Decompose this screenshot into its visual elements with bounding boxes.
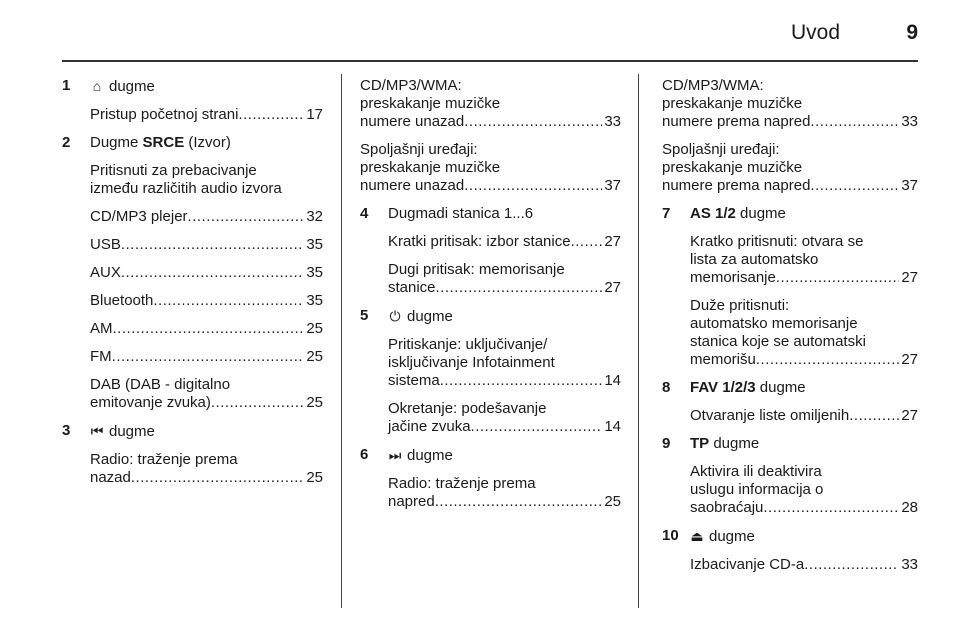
leader-dots [804,556,899,574]
toc-row [662,177,918,195]
column-3 [662,77,918,584]
leader-dots [435,493,603,511]
toc-row [90,320,323,338]
item-number: 1 [62,77,71,94]
entry [388,475,621,511]
entry [360,141,621,195]
page-ref: 33 [901,556,918,573]
item-number: 2 [62,134,71,151]
toc-row [388,493,621,511]
entry-label: numere unazad [360,177,465,194]
leader-dots [810,177,899,195]
entry [690,463,918,517]
entry-line: Radio: traženje prema [90,451,238,468]
page-ref: 33 [901,113,918,130]
item-number: 5 [360,307,369,324]
entry-label: USB [90,236,121,253]
toc-row [690,499,918,517]
page-title: Uvod [790,21,840,44]
item-title [690,527,918,546]
toc-row [662,113,918,131]
entry-line: Duže pritisnuti: [690,297,790,314]
item-title [388,446,621,465]
item-title [90,77,323,96]
page-ref: 27 [604,233,621,250]
entry-line: automatsko memorisanje [690,315,858,332]
power-icon: ⏻ [389,308,401,324]
entry [90,264,323,282]
entry-line: preskakanje muzičke [662,159,803,176]
toc-row [90,106,323,124]
page-ref: 25 [306,394,323,411]
entry-line: isključivanje Infotainment [388,354,555,371]
entry-line: Aktivira ili deaktivira [690,463,822,480]
title-suffix: dugme [109,423,155,440]
page-ref: 35 [306,292,323,309]
entry-label: emitovanje zvuka) [90,394,211,411]
entry-label: numere unazad [360,113,465,130]
legend-item [62,134,323,412]
button-name: AS 1/2 [690,205,736,222]
legend-item [62,77,323,124]
entry [90,376,323,412]
entry-line: preskakanje muzičke [360,159,501,176]
button-name: FAV 1/2/3 [690,379,756,396]
eject-icon: ⏏ [690,528,704,544]
leader-dots [113,320,305,338]
toc-row [690,407,918,425]
entry [388,233,621,251]
item-title [388,307,621,326]
column-2 [360,77,621,521]
entry-line: Spoljašnji uređaji: [360,141,478,158]
entry [90,208,323,226]
item-number: 10 [662,527,679,544]
item-number: 3 [62,422,71,439]
page-ref: 25 [306,469,323,486]
entry-label: numere prema napred [662,113,811,130]
toc-row [388,279,621,297]
toc-row [90,469,323,487]
leader-dots [436,279,603,297]
legend-item [360,446,621,511]
entry-label: sistema [388,372,440,389]
page-ref: 17 [306,106,323,123]
page-ref: 14 [604,372,621,389]
toc-row [90,394,323,412]
entry [690,297,918,369]
entry [90,292,323,310]
entry-label: memorisanje [690,269,776,286]
entry-label: Bluetooth [90,292,154,309]
button-name: SRCE [142,134,185,151]
item-title [90,422,323,441]
legend-item [662,435,918,517]
toc-row [388,233,621,251]
leader-dots [121,264,304,282]
toc-row [90,208,323,226]
entry-label: CD/MP3 plejer [90,208,188,225]
title-suffix: dugme [709,528,755,545]
item-number: 8 [662,379,671,396]
title-suffix: (Izvor) [184,134,231,151]
entry [690,556,918,574]
entry [90,162,323,198]
item-title [690,435,918,453]
toc-row [388,418,621,436]
entry-label: AM [90,320,113,337]
toc-row [388,372,621,390]
toc-row [90,264,323,282]
toc-row [90,236,323,254]
entry-line: DAB (DAB - digitalno [90,376,231,393]
leader-dots [571,233,603,251]
page-ref: 27 [901,407,918,424]
entry-line: između različitih audio izvora [90,180,282,197]
item-title [690,379,918,397]
page-ref: 25 [306,320,323,337]
entry-line: preskakanje muzičke [662,95,803,112]
item-title [690,205,918,223]
item-title [388,205,621,223]
entry-line: Spoljašnji uređaji: [662,141,780,158]
item-number: 9 [662,435,671,452]
legend-item [360,307,621,436]
toc-row [360,113,621,131]
page-ref: 25 [604,493,621,510]
item-title [90,134,323,152]
leader-dots [121,236,304,254]
title-text: Dugme [90,134,143,151]
entry [690,233,918,287]
entry-line: CD/MP3/WMA: [360,77,462,94]
entry [90,236,323,254]
title-suffix: dugme [407,308,453,325]
leader-dots [776,269,899,287]
toc-row [690,351,918,369]
legend-item [62,422,323,487]
item-number: 7 [662,205,671,222]
entry-line: Pritiskanje: uključivanje/ [388,336,548,353]
entry [90,451,323,487]
toc-row [360,177,621,195]
item-number: 4 [360,205,369,222]
leader-dots [112,348,305,366]
leader-dots [211,394,304,412]
toc-row [90,292,323,310]
seek-back-icon: ⏮ [90,423,104,439]
entry [690,407,918,425]
leader-dots [188,208,305,226]
entry-label: napred [388,493,435,510]
page-ref: 27 [901,269,918,286]
entry-line: lista za automatsko [690,251,819,268]
entry-line: uslugu informacija o [690,481,824,498]
toc-row [690,269,918,287]
entry-label: jačine zvuka [388,418,471,435]
column-divider-2 [638,74,639,608]
page-ref: 25 [306,348,323,365]
entry [662,141,918,195]
page-ref: 32 [306,208,323,225]
seek-forward-icon: ⏭ [388,447,402,463]
leader-dots [756,351,899,369]
entry-label: Izbacivanje CD-a [690,556,805,573]
title-suffix: dugme [109,78,155,95]
legend-item [360,205,621,297]
toc-row [690,556,918,574]
leader-dots [131,469,304,487]
entry-label: nazad [90,469,131,486]
button-name: TP [690,435,710,452]
entry-label: FM [90,348,112,365]
page-ref: 14 [604,418,621,435]
leader-dots [810,113,899,131]
entry-line: Okretanje: podešavanje [388,400,547,417]
entry [90,320,323,338]
leader-dots [153,292,304,310]
entry [90,106,323,124]
entry-label: numere prema napred [662,177,811,194]
title-suffix: dugme [407,447,453,464]
leader-dots [464,113,602,131]
home-icon: ⌂ [92,78,102,94]
legend-item [360,77,621,195]
entry [662,77,918,131]
page-ref: 33 [604,113,621,130]
legend-item [662,77,918,195]
item-number: 6 [360,446,369,463]
leader-dots [440,372,603,390]
page-ref: 35 [306,264,323,281]
page-ref: 28 [901,499,918,516]
legend-item [662,379,918,425]
toc-row [90,348,323,366]
entry-line: stanica koje se automatski [690,333,866,350]
entry-label: Otvaranje liste omiljenih [690,407,850,424]
page-ref: 27 [901,351,918,368]
page-ref: 37 [604,177,621,194]
column-divider-1 [341,74,342,608]
entry-line: Dugi pritisak: memorisanje [388,261,565,278]
entry [388,400,621,436]
entry-line: preskakanje muzičke [360,95,501,112]
leader-dots [849,407,899,425]
entry [388,261,621,297]
leader-dots [763,499,899,517]
entry [388,336,621,390]
column-1 [62,77,323,497]
entry-label: memorišu [690,351,756,368]
page-ref: 27 [604,279,621,296]
entry-line: Kratko pritisnuti: otvara se [690,233,864,250]
page-header [62,18,918,48]
leader-dots [464,177,602,195]
entry-line: Radio: traženje prema [388,475,536,492]
leader-dots [471,418,603,436]
leader-dots [238,106,304,124]
entry [360,77,621,131]
header-rule [62,60,918,62]
entry-label: stanice [388,279,436,296]
page-number: 9 [906,21,918,44]
title-suffix: dugme [735,205,786,222]
title-text: Dugmadi stanica 1...6 [388,205,534,222]
entry-label: saobraćaju [690,499,764,516]
title-suffix: dugme [755,379,806,396]
page-ref: 37 [901,177,918,194]
entry-line: CD/MP3/WMA: [662,77,764,94]
entry [90,348,323,366]
entry-line: Pritisnuti za prebacivanje [90,162,257,179]
legend-item [662,527,918,574]
entry-label: AUX [90,264,121,281]
title-suffix: dugme [709,435,760,452]
legend-item [662,205,918,369]
page-ref: 35 [306,236,323,253]
entry-label: Pristup početnoj strani [90,106,239,123]
entry-label: Kratki pritisak: izbor stanice [388,233,571,250]
